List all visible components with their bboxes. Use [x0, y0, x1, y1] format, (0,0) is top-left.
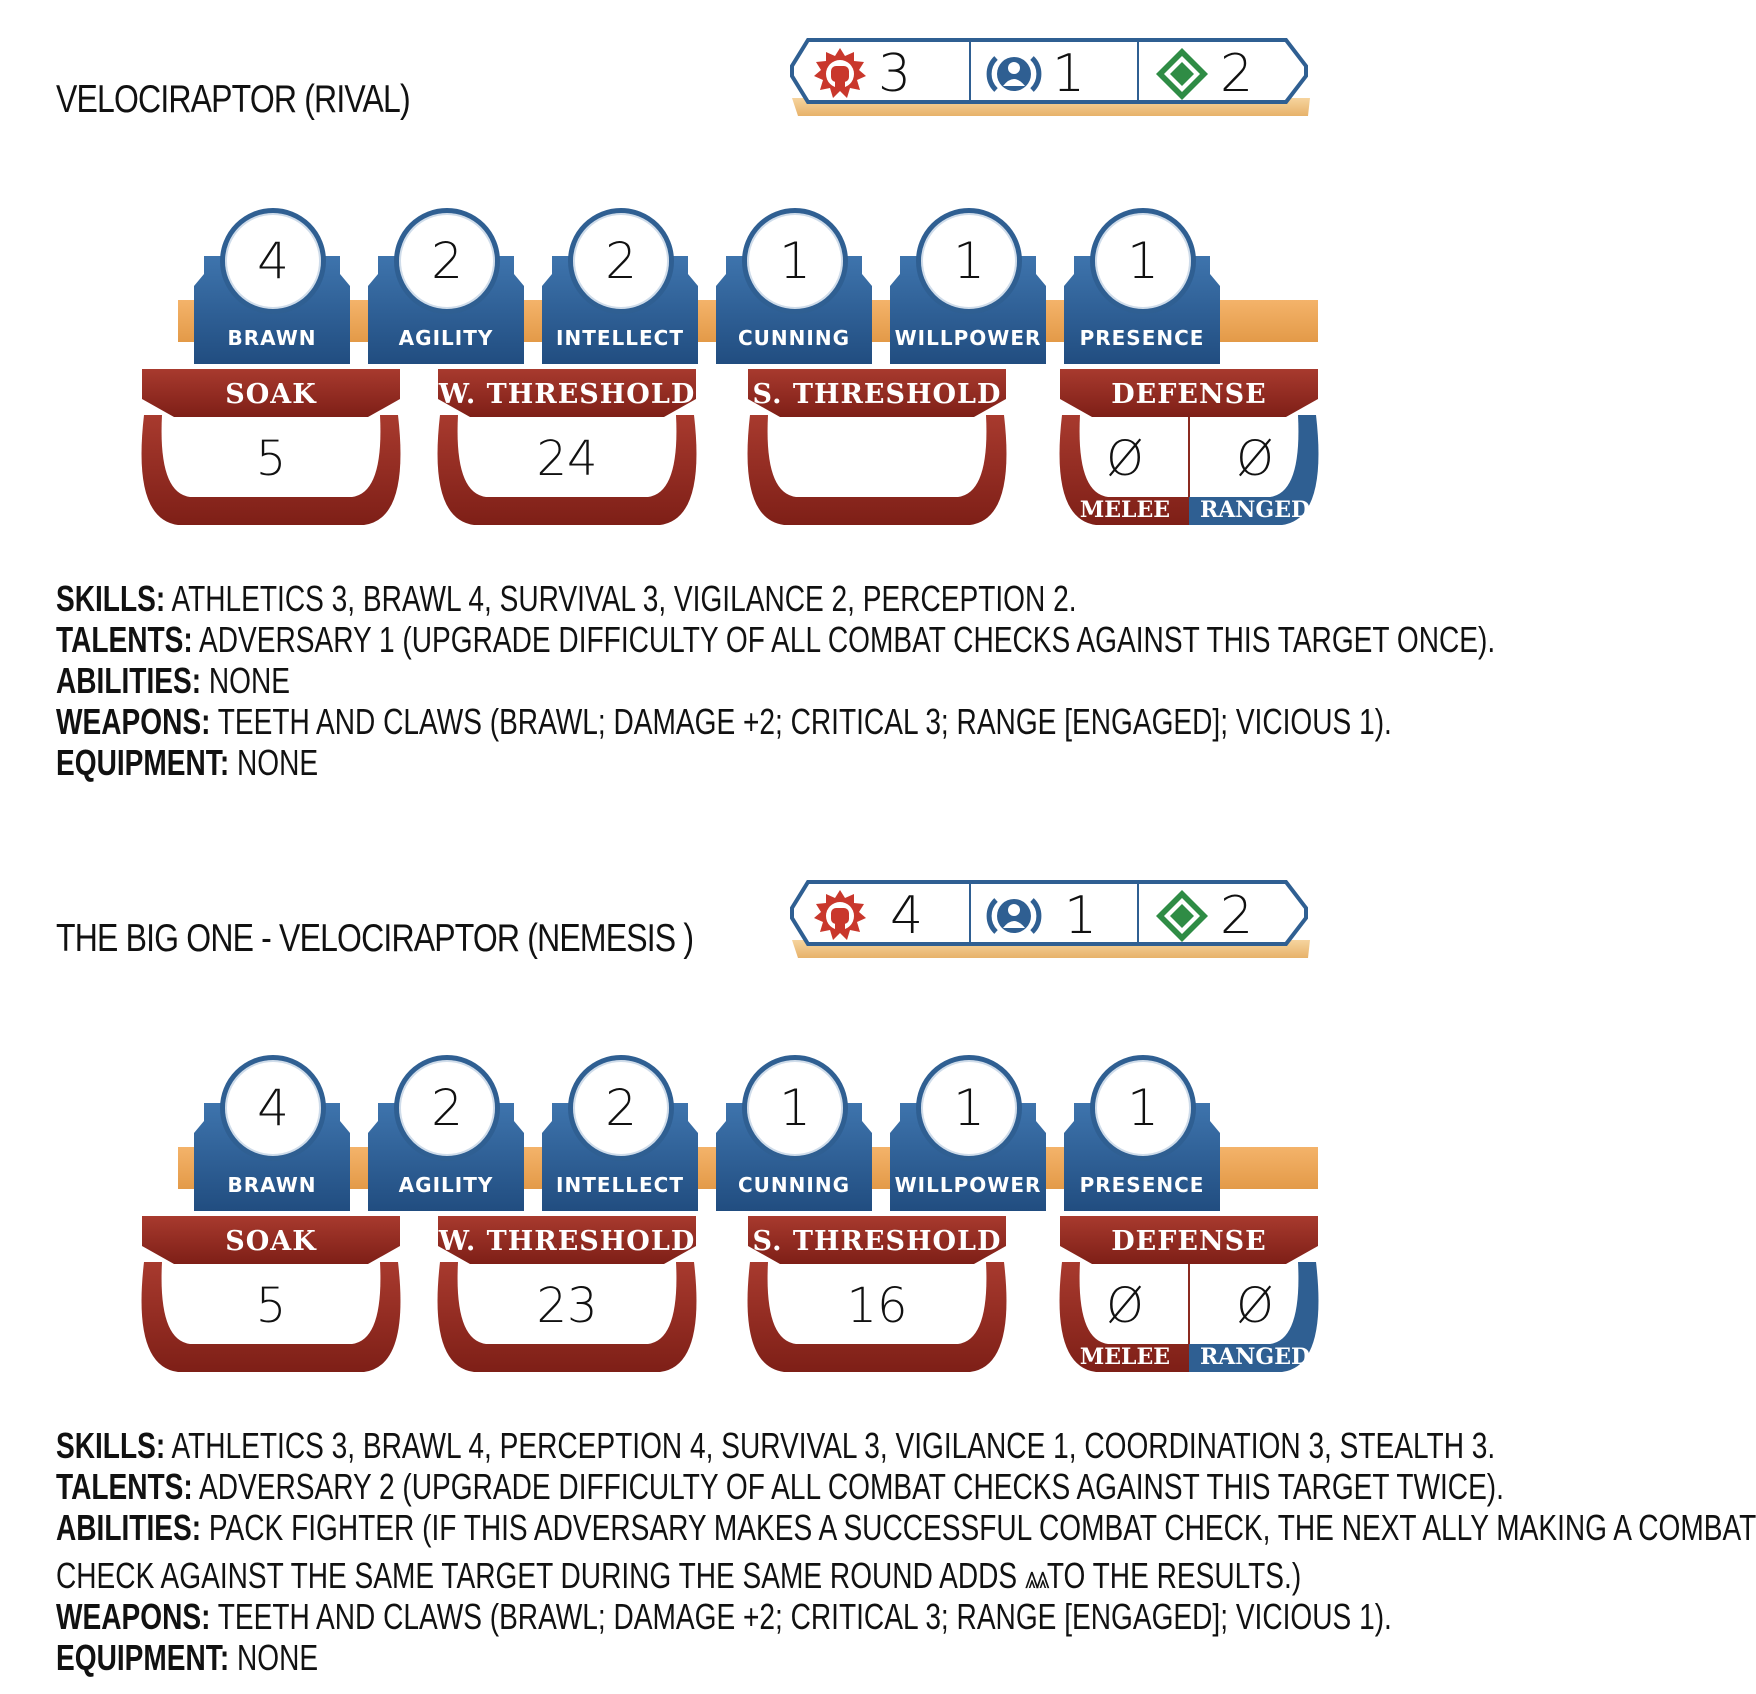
defense-label: DEFENSE — [1111, 1226, 1267, 1257]
equipment-line — [56, 742, 1203, 783]
characteristic-value-circle — [916, 208, 1022, 314]
wound-threshold-label: W. THRESHOLD — [438, 1226, 696, 1257]
ranged-label: RANGED — [1199, 1344, 1311, 1370]
equipment-line — [56, 1637, 1203, 1678]
advantage-symbol-icon: ⩓⩓ — [1024, 1559, 1047, 1595]
general-diamond-icon — [1154, 46, 1210, 102]
strain-threshold-label: S. THRESHOLD — [752, 379, 1002, 410]
characteristic-label: BRAWN — [227, 1173, 317, 1197]
derived-attributes-row — [138, 369, 1338, 529]
skills-label: SKILLS: — [56, 1425, 166, 1466]
weapons-text: TEETH AND CLAWS (BRAWL; DAMAGE +2; CRITICAL 3; RANGE [ENGAGED]; VICIOUS 1). — [210, 701, 1392, 742]
abilities-text-continued: CHECK AGAINST THE SAME TARGET DURING THE SAME ROUND ADDS — [56, 1555, 1025, 1596]
characteristic-value-circle — [220, 1055, 326, 1161]
social-person-icon — [986, 46, 1042, 102]
skills-text: ATHLETICS 3, BRAWL 4, PERCEPTION 4, SURVIVAL 3, VIGILANCE 1, COORDINATION 3, STEALTH 3. — [165, 1425, 1496, 1466]
combat-rating — [812, 42, 911, 106]
adversary-title: VELOCIRAPTOR (RIVAL) — [56, 78, 410, 121]
characteristic-value: 1 — [779, 232, 811, 290]
characteristic-cunning — [716, 232, 872, 364]
adversary-stat-block-2 — [0, 847, 1756, 1678]
general-rating-value: 2 — [1220, 886, 1254, 946]
defense-label: DEFENSE — [1111, 379, 1267, 410]
characteristic-label: WILLPOWER — [894, 1173, 1042, 1197]
general-rating-value: 2 — [1220, 44, 1254, 104]
equipment-label: EQUIPMENT: — [56, 742, 230, 783]
abilities-text: PACK FIGHTER (IF THIS ADVERSARY MAKES A SUCCESSFUL COMBAT CHECK, THE NEXT ALLY MAKING A COMBAT — [201, 1507, 1756, 1548]
characteristic-value-circle — [1090, 1055, 1196, 1161]
combat-fist-icon — [812, 888, 868, 944]
wound-threshold-label: W. THRESHOLD — [438, 379, 696, 410]
soak-box — [138, 1216, 404, 1374]
abilities-text-end: TO THE RESULTS.) — [1046, 1555, 1302, 1596]
characteristics-row — [178, 204, 1318, 364]
social-person-icon — [986, 888, 1042, 944]
ranged-defense-value: Ø — [1236, 431, 1274, 487]
characteristic-intellect — [542, 232, 698, 364]
characteristic-label: PRESENCE — [1079, 326, 1205, 350]
characteristics-row — [178, 1051, 1318, 1211]
characteristic-value-circle — [568, 208, 674, 314]
characteristic-value: 1 — [1127, 1079, 1159, 1137]
talents-line — [56, 1466, 1504, 1507]
characteristic-value-circle — [742, 208, 848, 314]
abilities-continued-line — [56, 1555, 1302, 1596]
characteristic-willpower — [890, 1079, 1046, 1211]
weapons-text: TEETH AND CLAWS (BRAWL; DAMAGE +2; CRITICAL 3; RANGE [ENGAGED]; VICIOUS 1). — [210, 1596, 1392, 1637]
characteristic-label: CUNNING — [738, 326, 850, 350]
wound-threshold-box — [434, 1216, 700, 1374]
characteristic-value-circle — [568, 1055, 674, 1161]
equipment-text: NONE — [229, 1637, 319, 1678]
characteristic-value-circle — [916, 1055, 1022, 1161]
combat-rating — [812, 884, 923, 948]
characteristic-label: PRESENCE — [1079, 1173, 1205, 1197]
weapons-line — [56, 701, 1392, 742]
strain-threshold-box — [744, 1216, 1010, 1374]
strain-threshold-box — [744, 369, 1010, 527]
wound-threshold-box — [434, 369, 700, 527]
characteristic-willpower — [890, 232, 1046, 364]
abilities-text: NONE — [201, 660, 291, 701]
characteristic-label: INTELLECT — [556, 1173, 684, 1197]
melee-defense-value: Ø — [1106, 431, 1144, 487]
characteristic-value-circle — [742, 1055, 848, 1161]
abilities-label: ABILITIES: — [56, 660, 202, 701]
social-rating-value: 1 — [1052, 44, 1086, 104]
combat-rating-value: 3 — [878, 44, 912, 104]
characteristic-value: 4 — [257, 1079, 289, 1137]
characteristic-value: 2 — [431, 232, 463, 290]
derived-attributes-row — [138, 1216, 1338, 1376]
wound-threshold-value: 23 — [536, 1278, 598, 1334]
characteristic-value: 1 — [953, 1079, 985, 1137]
adversary-stat-block-1 — [0, 0, 1533, 820]
characteristic-presence — [1064, 232, 1220, 364]
characteristic-label: CUNNING — [738, 1173, 850, 1197]
characteristic-value-circle — [394, 208, 500, 314]
characteristic-label: WILLPOWER — [894, 326, 1042, 350]
characteristic-value-circle — [220, 208, 326, 314]
weapons-label: WEAPONS: — [56, 701, 211, 742]
characteristic-value: 1 — [779, 1079, 811, 1137]
characteristic-label: BRAWN — [227, 326, 317, 350]
talents-label: TALENTS: — [56, 1466, 193, 1507]
ratings-bar — [790, 36, 1312, 116]
equipment-text: NONE — [229, 742, 319, 783]
combat-fist-icon — [812, 46, 868, 102]
adversary-title: THE BIG ONE - VELOCIRAPTOR (NEMESIS ) — [56, 917, 694, 960]
soak-value: 5 — [255, 431, 287, 487]
general-rating — [1154, 42, 1253, 106]
characteristic-intellect — [542, 1079, 698, 1211]
characteristic-label: AGILITY — [398, 1173, 494, 1197]
abilities-line — [56, 660, 1203, 701]
social-rating — [986, 42, 1085, 106]
melee-label: MELEE — [1079, 1344, 1171, 1370]
weapons-line — [56, 1596, 1392, 1637]
characteristic-value: 4 — [257, 232, 289, 290]
talents-label: TALENTS: — [56, 619, 193, 660]
characteristic-agility — [368, 232, 524, 364]
characteristic-value: 2 — [605, 232, 637, 290]
adversary-details — [56, 578, 1496, 783]
skills-label: SKILLS: — [56, 578, 166, 619]
equipment-label: EQUIPMENT: — [56, 1637, 230, 1678]
soak-label: SOAK — [225, 379, 317, 410]
talents-line — [56, 619, 1496, 660]
characteristic-brawn — [194, 232, 350, 364]
characteristic-cunning — [716, 1079, 872, 1211]
defense-box — [1056, 369, 1322, 527]
social-rating-value: 1 — [1064, 886, 1098, 946]
characteristic-agility — [368, 1079, 524, 1211]
general-diamond-icon — [1154, 888, 1210, 944]
strain-threshold-label: S. THRESHOLD — [752, 1226, 1002, 1257]
characteristic-value: 2 — [605, 1079, 637, 1137]
characteristic-presence — [1064, 1079, 1220, 1211]
characteristic-brawn — [194, 1079, 350, 1211]
general-rating — [1154, 884, 1253, 948]
characteristic-value: 1 — [953, 232, 985, 290]
abilities-label: ABILITIES: — [56, 1507, 202, 1548]
characteristic-value-circle — [1090, 208, 1196, 314]
soak-box — [138, 369, 404, 527]
combat-rating-value: 4 — [890, 886, 924, 946]
characteristic-value-circle — [394, 1055, 500, 1161]
characteristic-label: INTELLECT — [556, 326, 684, 350]
ranged-defense-value: Ø — [1236, 1278, 1274, 1334]
talents-text: ADVERSARY 2 (UPGRADE DIFFICULTY OF ALL COMBAT CHECKS AGAINST THIS TARGET TWICE). — [192, 1466, 1504, 1507]
melee-defense-value: Ø — [1106, 1278, 1144, 1334]
abilities-line — [56, 1507, 1756, 1555]
skills-line — [56, 1425, 1496, 1466]
ratings-bar — [790, 878, 1312, 958]
talents-text: ADVERSARY 1 (UPGRADE DIFFICULTY OF ALL COMBAT CHECKS AGAINST THIS TARGET ONCE). — [192, 619, 1496, 660]
skills-text: ATHLETICS 3, BRAWL 4, SURVIVAL 3, VIGILANCE 2, PERCEPTION 2. — [165, 578, 1077, 619]
strain-threshold-value: 16 — [846, 1278, 908, 1334]
characteristic-value: 1 — [1127, 232, 1159, 290]
wound-threshold-value: 24 — [536, 431, 598, 487]
soak-value: 5 — [255, 1278, 287, 1334]
soak-label: SOAK — [225, 1226, 317, 1257]
social-rating — [986, 884, 1097, 948]
characteristic-label: AGILITY — [398, 326, 494, 350]
weapons-label: WEAPONS: — [56, 1596, 211, 1637]
skills-line — [56, 578, 1203, 619]
defense-box — [1056, 1216, 1322, 1374]
characteristic-value: 2 — [431, 1079, 463, 1137]
adversary-details — [56, 1425, 1756, 1678]
ranged-label: RANGED — [1199, 497, 1311, 523]
melee-label: MELEE — [1079, 497, 1171, 523]
